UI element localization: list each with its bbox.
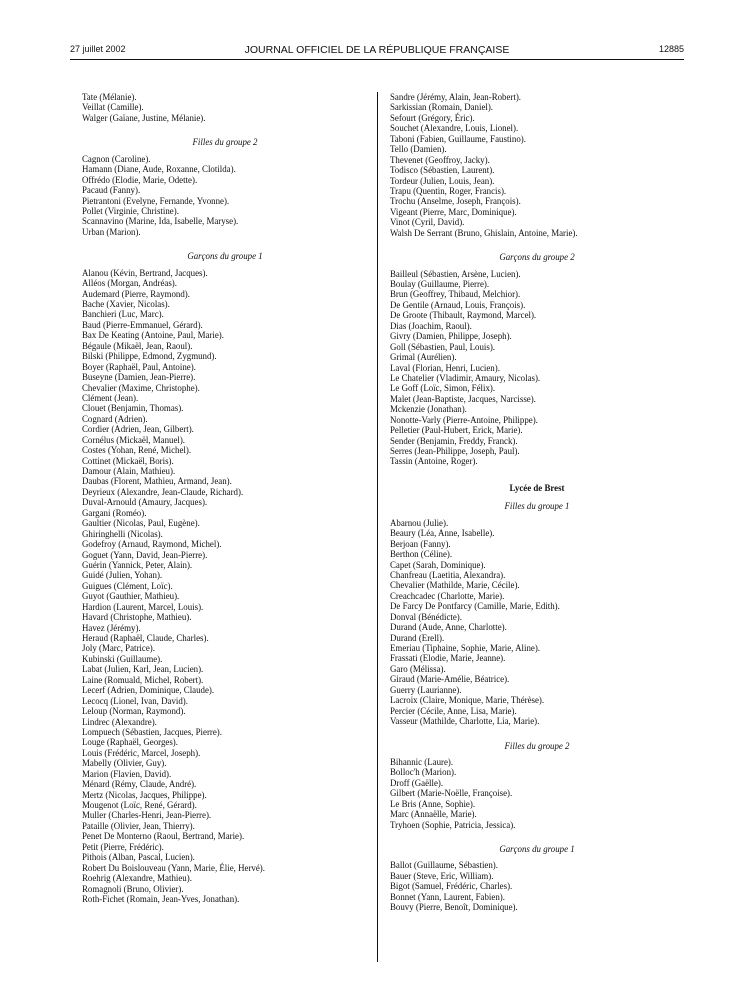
- section-heading: Garçons du groupe 1: [187, 251, 263, 262]
- list-item: Grimal (Aurélien).: [390, 352, 457, 363]
- list-item: Urban (Marion).: [82, 226, 141, 237]
- list-item: Clouet (Benjamin, Thomas).: [82, 403, 184, 414]
- list-item: Cognard (Adrien).: [82, 413, 148, 424]
- list-item: Droff (Gaëlle).: [390, 777, 444, 788]
- list-item: Guyot (Gauthier, Mathieu).: [82, 591, 180, 602]
- list-item: Petit (Pierre, Frédéric).: [82, 841, 164, 852]
- list-item: Donval (Bénédicte).: [390, 611, 462, 622]
- list-item: Romagnoli (Bruno, Olivier).: [82, 883, 184, 894]
- list-item: Cagnon (Caroline).: [82, 153, 151, 164]
- list-item: Nonotte-Varly (Pierre-Antoine, Philippe).: [390, 414, 538, 425]
- list-item: Tryhoen (Sophie, Patricia, Jessica).: [390, 819, 516, 830]
- intro-list: [390, 92, 684, 238]
- list-item: Giraud (Marie-Amélie, Béatrice).: [390, 674, 510, 685]
- list-item: Daubas (Florent, Mathieu, Armand, Jean).: [82, 476, 232, 487]
- journal-title: JOURNAL OFFICIEL DE LA RÉPUBLIQUE FRANÇAISE: [244, 44, 510, 56]
- list-item: Frassati (Elodie, Marie, Jeanne).: [390, 653, 506, 664]
- list-item: Souchet (Alexandre, Louis, Lionel).: [390, 123, 519, 134]
- list-item: Marc (Annaëlle, Marie).: [390, 809, 477, 820]
- list-item: Audemard (Pierre, Raymond).: [82, 288, 190, 299]
- intro-list: [82, 92, 368, 123]
- list-item: Creachcadec (Charlotte, Marie).: [390, 590, 505, 601]
- list-item: Buseyne (Damien, Jean-Pierre).: [82, 372, 196, 383]
- list-item: Costes (Yohan, René, Michel).: [82, 445, 192, 456]
- list-item: Cottinet (Mickaël, Boris).: [82, 455, 174, 466]
- list-item: Alanou (Kévin, Bertrand, Jacques).: [82, 267, 208, 278]
- list-item: Muller (Charles-Henri, Jean-Pierre).: [82, 810, 212, 821]
- list-item: Laine (Romuald, Michel, Robert).: [82, 674, 204, 685]
- list-item: Pollet (Virginie, Christine).: [82, 205, 179, 216]
- list-item: Le Bris (Anne, Sophie).: [390, 798, 476, 809]
- list-item: Dias (Joachim, Raoul).: [390, 320, 472, 331]
- list-item: Walsh De Serrant (Bruno, Ghislain, Antoine, Marie).: [390, 227, 578, 238]
- list-item: Deyrieux (Alexandre, Jean-Claude, Richard).: [82, 486, 244, 497]
- name-list: [390, 518, 684, 727]
- right-column: [390, 92, 684, 913]
- list-item: Guidé (Julien, Yohan).: [82, 570, 163, 581]
- list-item: Thevenet (Geoffroy, Jacky).: [390, 154, 490, 165]
- list-item: Taboni (Fabien, Guillaume, Faustino).: [390, 133, 526, 144]
- list-item: Chevalier (Mathilde, Marie, Cécile).: [390, 580, 520, 591]
- list-item: Serres (Jean-Philippe, Joseph, Paul).: [390, 446, 520, 456]
- list-item: Guigues (Clément, Loïc).: [82, 580, 173, 591]
- list-item: Marion (Flavien, David).: [82, 768, 172, 779]
- school-heading: Lycée de Brest: [509, 482, 565, 493]
- list-item: Pataille (Olivier, Jean, Thierry).: [82, 820, 195, 831]
- list-item: Heraud (Raphaël, Claude, Charles).: [82, 633, 209, 643]
- list-item: Guérin (Yannick, Peter, Alain).: [82, 559, 193, 570]
- list-item: De Farcy De Pontfarcy (Camille, Marie, Edith).: [390, 601, 560, 612]
- section-heading: Garçons du groupe 1: [499, 844, 575, 854]
- list-item: Duval-Arnould (Amaury, Jacques).: [82, 497, 208, 508]
- list-item: Tordeur (Julien, Louis, Jean).: [390, 175, 495, 186]
- list-item: Ballot (Guillaume, Sébastien).: [390, 860, 498, 871]
- list-item: Hardion (Laurent, Marcel, Louis).: [82, 601, 204, 612]
- name-list: [390, 757, 684, 830]
- list-item: Bilski (Philippe, Edmond, Zygmund).: [82, 351, 217, 362]
- list-item: Bache (Xavier, Nicolas).: [82, 299, 170, 309]
- list-item: Pacaud (Fanny).: [82, 185, 141, 196]
- list-item: Lindrec (Alexandre).: [82, 716, 157, 727]
- list-item: Godefroy (Arnaud, Raymond, Michel).: [82, 539, 222, 550]
- list-item: Tassin (Antoine, Roger).: [390, 456, 478, 467]
- list-item: Emeriau (Tiphaine, Sophie, Marie, Aline).: [390, 643, 541, 653]
- list-item: Durand (Erell).: [390, 632, 445, 643]
- list-item: Banchieri (Luc, Marc).: [82, 309, 164, 320]
- list-item: Cornélus (Mickaël, Manuel).: [82, 434, 186, 445]
- list-item: Scannavino (Marine, Ida, Isabelle, Maryse).: [82, 216, 239, 227]
- list-item: Lecocq (Lionel, Ivan, David).: [82, 695, 188, 706]
- list-item: De Groote (Thibault, Raymond, Marcel).: [390, 310, 537, 321]
- list-item: Joly (Marc, Patrice).: [82, 643, 155, 654]
- list-item: Veillat (Camille).: [82, 102, 144, 113]
- section-heading: Filles du groupe 2: [504, 740, 570, 751]
- list-item: Labat (Julien, Karl, Jean, Lucien).: [82, 664, 204, 675]
- list-item: Louge (Raphaël, Georges).: [82, 737, 178, 748]
- list-item: Roehrig (Alexandre, Mathieu).: [82, 873, 192, 884]
- list-item: Berjoan (Fanny).: [390, 538, 451, 549]
- name-list: [390, 860, 684, 912]
- name-list: [390, 269, 684, 467]
- section-heading: Filles du groupe 1: [504, 501, 570, 512]
- list-item: Trochu (Anselme, Joseph, François).: [390, 196, 521, 207]
- list-item: Gaultier (Nicolas, Paul, Eugène).: [82, 518, 200, 529]
- list-item: Berthon (Céline).: [390, 549, 453, 560]
- list-item: Chanfreau (Laetitia, Alexandra).: [390, 569, 506, 580]
- list-item: Mertz (Nicolas, Jacques, Philippe).: [82, 789, 207, 800]
- list-item: Guerry (Laurianne).: [390, 684, 462, 695]
- list-item: Penet De Monterno (Raoul, Bertrand, Marie).: [82, 831, 245, 842]
- list-item: Percier (Cécile, Anne, Lisa, Marie).: [390, 705, 517, 716]
- list-item: Alléos (Morgan, Andréas).: [82, 278, 177, 289]
- list-item: Bailleul (Sébastien, Arsène, Lucien).: [390, 268, 521, 279]
- list-item: Ghiringhelli (Nicolas).: [82, 528, 163, 539]
- list-item: Pelletier (Paul-Hubert, Erick, Marie).: [390, 425, 523, 436]
- list-item: Kubinski (Guillaume).: [82, 653, 163, 664]
- list-item: Todisco (Sébastien, Laurent).: [390, 165, 495, 176]
- list-item: Cordier (Adrien, Jean, Gilbert).: [82, 424, 194, 435]
- header-rule: [70, 59, 684, 60]
- list-item: Bouvy (Pierre, Benoît, Dominique).: [390, 902, 518, 913]
- list-item: Le Goff (Loïc, Simon, Félix).: [390, 383, 496, 394]
- list-item: Bauer (Steve, Eric, William).: [390, 870, 494, 881]
- section-heading: Filles du groupe 2: [192, 137, 258, 148]
- list-item: Sefourt (Grégory, Éric).: [390, 112, 475, 123]
- list-item: Trapu (Quentin, Roger, Francis).: [390, 185, 507, 196]
- list-item: Baud (Pierre-Emmanuel, Gérard).: [82, 319, 203, 330]
- list-item: Ménard (Rémy, Claude, André).: [82, 779, 197, 790]
- list-item: Gargani (Roméo).: [82, 507, 147, 518]
- list-item: Vigeant (Pierre, Marc, Dominique).: [390, 206, 517, 217]
- list-item: Louis (Frédéric, Marcel, Joseph).: [82, 747, 201, 758]
- list-item: Beaury (Léa, Anne, Isabelle).: [390, 528, 495, 539]
- column-divider: [377, 92, 378, 962]
- list-item: Capet (Sarah, Dominique).: [390, 559, 486, 570]
- section-heading: Garçons du groupe 2: [499, 252, 575, 263]
- list-item: Sender (Benjamin, Freddy, Franck).: [390, 435, 518, 446]
- list-item: Bégaule (Mikaël, Jean, Raoul).: [82, 340, 193, 351]
- page-number: 12885: [658, 44, 684, 54]
- page-header: [70, 44, 684, 58]
- list-item: Walger (Gaïane, Justine, Mélanie).: [82, 112, 206, 123]
- list-item: Lacroix (Claire, Monique, Marie, Thérèse).: [390, 695, 545, 706]
- list-item: Givry (Damien, Philippe, Joseph).: [390, 331, 512, 342]
- list-item: Pietrantoni (Evelyne, Fernande, Yvonne).: [82, 195, 230, 206]
- left-column: [82, 92, 368, 904]
- list-item: Lecerf (Adrien, Dominique, Claude).: [82, 685, 215, 696]
- list-item: Abarnou (Julie).: [390, 517, 449, 528]
- list-item: Damour (Alain, Mathieu).: [82, 466, 176, 476]
- list-item: Le Chatelier (Vladimir, Amaury, Nicolas).: [390, 372, 541, 383]
- list-item: Clément (Jean).: [82, 392, 139, 403]
- list-item: Offrédo (Elodie, Marie, Odette).: [82, 174, 198, 185]
- list-item: Mckenzie (Jonathan).: [390, 404, 467, 415]
- list-item: Bihannic (Laure).: [390, 756, 454, 767]
- list-item: Malet (Jean-Baptiste, Jacques, Narcisse).: [390, 393, 536, 404]
- list-item: Laval (Florian, Henri, Lucien).: [390, 362, 500, 373]
- list-item: Leloup (Norman, Raymond).: [82, 706, 186, 717]
- list-item: Garo (Mélissa).: [390, 663, 446, 674]
- list-item: Robert Du Boislouveau (Yann, Marie, Élie, Hervé).: [82, 862, 265, 873]
- list-item: Sandre (Jérémy, Alain, Jean-Robert).: [390, 92, 522, 102]
- list-item: Vasseur (Mathilde, Charlotte, Lia, Marie).: [390, 716, 540, 727]
- list-item: Lompuech (Sébastien, Jacques, Pierre).: [82, 726, 222, 737]
- list-item: Boyer (Raphaël, Paul, Antoine).: [82, 361, 196, 372]
- list-item: Goguet (Yann, David, Jean-Pierre).: [82, 549, 208, 560]
- list-item: Sarkissian (Romain, Daniel).: [390, 102, 494, 113]
- list-item: Bonnet (Yann, Laurent, Fabien).: [390, 891, 505, 902]
- list-item: Goll (Sébastien, Paul, Louis).: [390, 341, 496, 352]
- list-item: Tate (Mélanie).: [82, 92, 137, 102]
- list-item: Havard (Christophe, Mathieu).: [82, 612, 192, 623]
- list-item: Chevalier (Maxime, Christophe).: [82, 382, 200, 393]
- list-item: Tello (Damien).: [390, 144, 447, 155]
- list-item: De Gentile (Arnaud, Louis, François).: [390, 299, 526, 310]
- list-item: Gilbert (Marie-Noëlle, Françoise).: [390, 788, 513, 799]
- name-list: [82, 268, 368, 905]
- list-item: Boulay (Guillaume, Pierre).: [390, 279, 490, 289]
- list-item: Havez (Jérémy).: [82, 622, 141, 633]
- list-item: Mougenot (Loïc, René, Gérard).: [82, 800, 197, 810]
- list-item: Bigot (Samuel, Frédéric, Charles).: [390, 881, 513, 892]
- list-item: Vinot (Cyril, David).: [390, 217, 465, 228]
- list-item: Roth-Fichet (Romain, Jean-Yves, Jonathan).: [82, 893, 240, 904]
- list-item: Bolloc'h (Marion).: [390, 767, 457, 778]
- list-item: Durand (Aude, Anne, Charlotte).: [390, 622, 507, 633]
- list-item: Pithois (Alban, Pascal, Lucien).: [82, 852, 195, 863]
- list-item: Brun (Geoffrey, Thibaud, Melchior).: [390, 289, 521, 300]
- list-item: Bax De Keating (Antoine, Paul, Marie).: [82, 330, 224, 341]
- list-item: Mabelly (Olivier, Guy).: [82, 758, 167, 769]
- header-date: 27 juillet 2002: [70, 44, 126, 54]
- list-item: Hamann (Diane, Aude, Roxanne, Clotilda).: [82, 164, 236, 175]
- name-list: [82, 154, 368, 238]
